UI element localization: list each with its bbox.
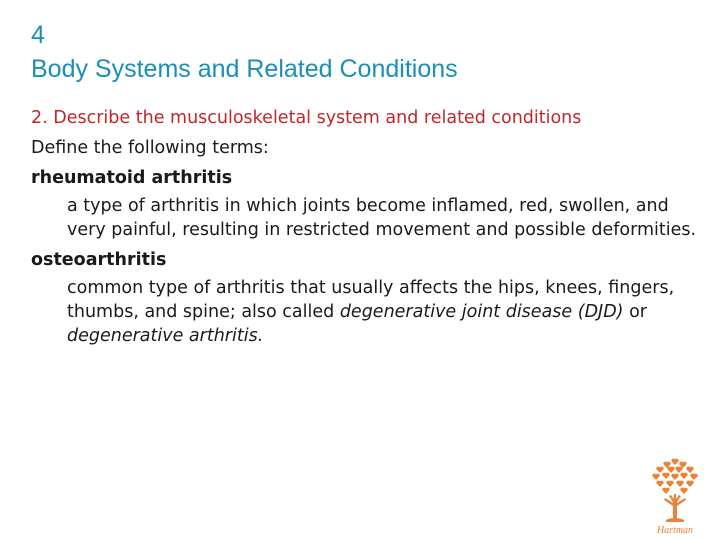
definition-rheumatoid-arthritis: a type of arthritis in which joints become inflamed, red, swollen, and very painful, resulting in restricted movement and possible deformities. (67, 196, 697, 240)
term-osteoarthritis: osteoarthritis (31, 250, 167, 270)
definition-osteoarthritis (67, 276, 701, 348)
heart-shape (667, 467, 674, 473)
heart-shape (676, 481, 683, 487)
chapter-title: Body Systems and Related Conditions (31, 55, 458, 83)
heart-shape (656, 481, 663, 487)
definition-emphasis: degenerative joint disease (DJD) (339, 302, 624, 322)
heart-shape (671, 459, 678, 465)
heart-shape (662, 488, 669, 494)
heart-shape (686, 481, 693, 487)
heart-shape (662, 473, 669, 479)
chapter-number: 4 (31, 21, 45, 49)
heart-shape (652, 474, 659, 480)
definition-text: common type of arthritis that usually affects the hips, knees, fingers, thumbs, and spine; also called (67, 278, 675, 322)
heart-shape (690, 474, 697, 480)
heart-shape (675, 467, 682, 473)
heart-shape (680, 473, 687, 479)
definition-emphasis: degenerative arthritis. (67, 326, 264, 346)
tree-of-hearts-icon (640, 456, 710, 536)
definition-text: or (623, 302, 647, 322)
hartman-logo (640, 456, 710, 536)
logo-wordmark: Hartman (656, 525, 694, 536)
learning-objective: 2. Describe the musculoskeletal system and related conditions (31, 108, 582, 128)
heart-shape (666, 481, 673, 487)
slide-title (31, 18, 458, 86)
slide-content (31, 106, 701, 354)
term-rheumatoid-arthritis: rheumatoid arthritis (31, 168, 233, 188)
intro-text: Define the following terms: (31, 138, 269, 158)
heart-shape (680, 488, 687, 494)
heart-shape (656, 467, 663, 473)
heart-shape (671, 474, 678, 480)
heart-shape (686, 467, 693, 473)
